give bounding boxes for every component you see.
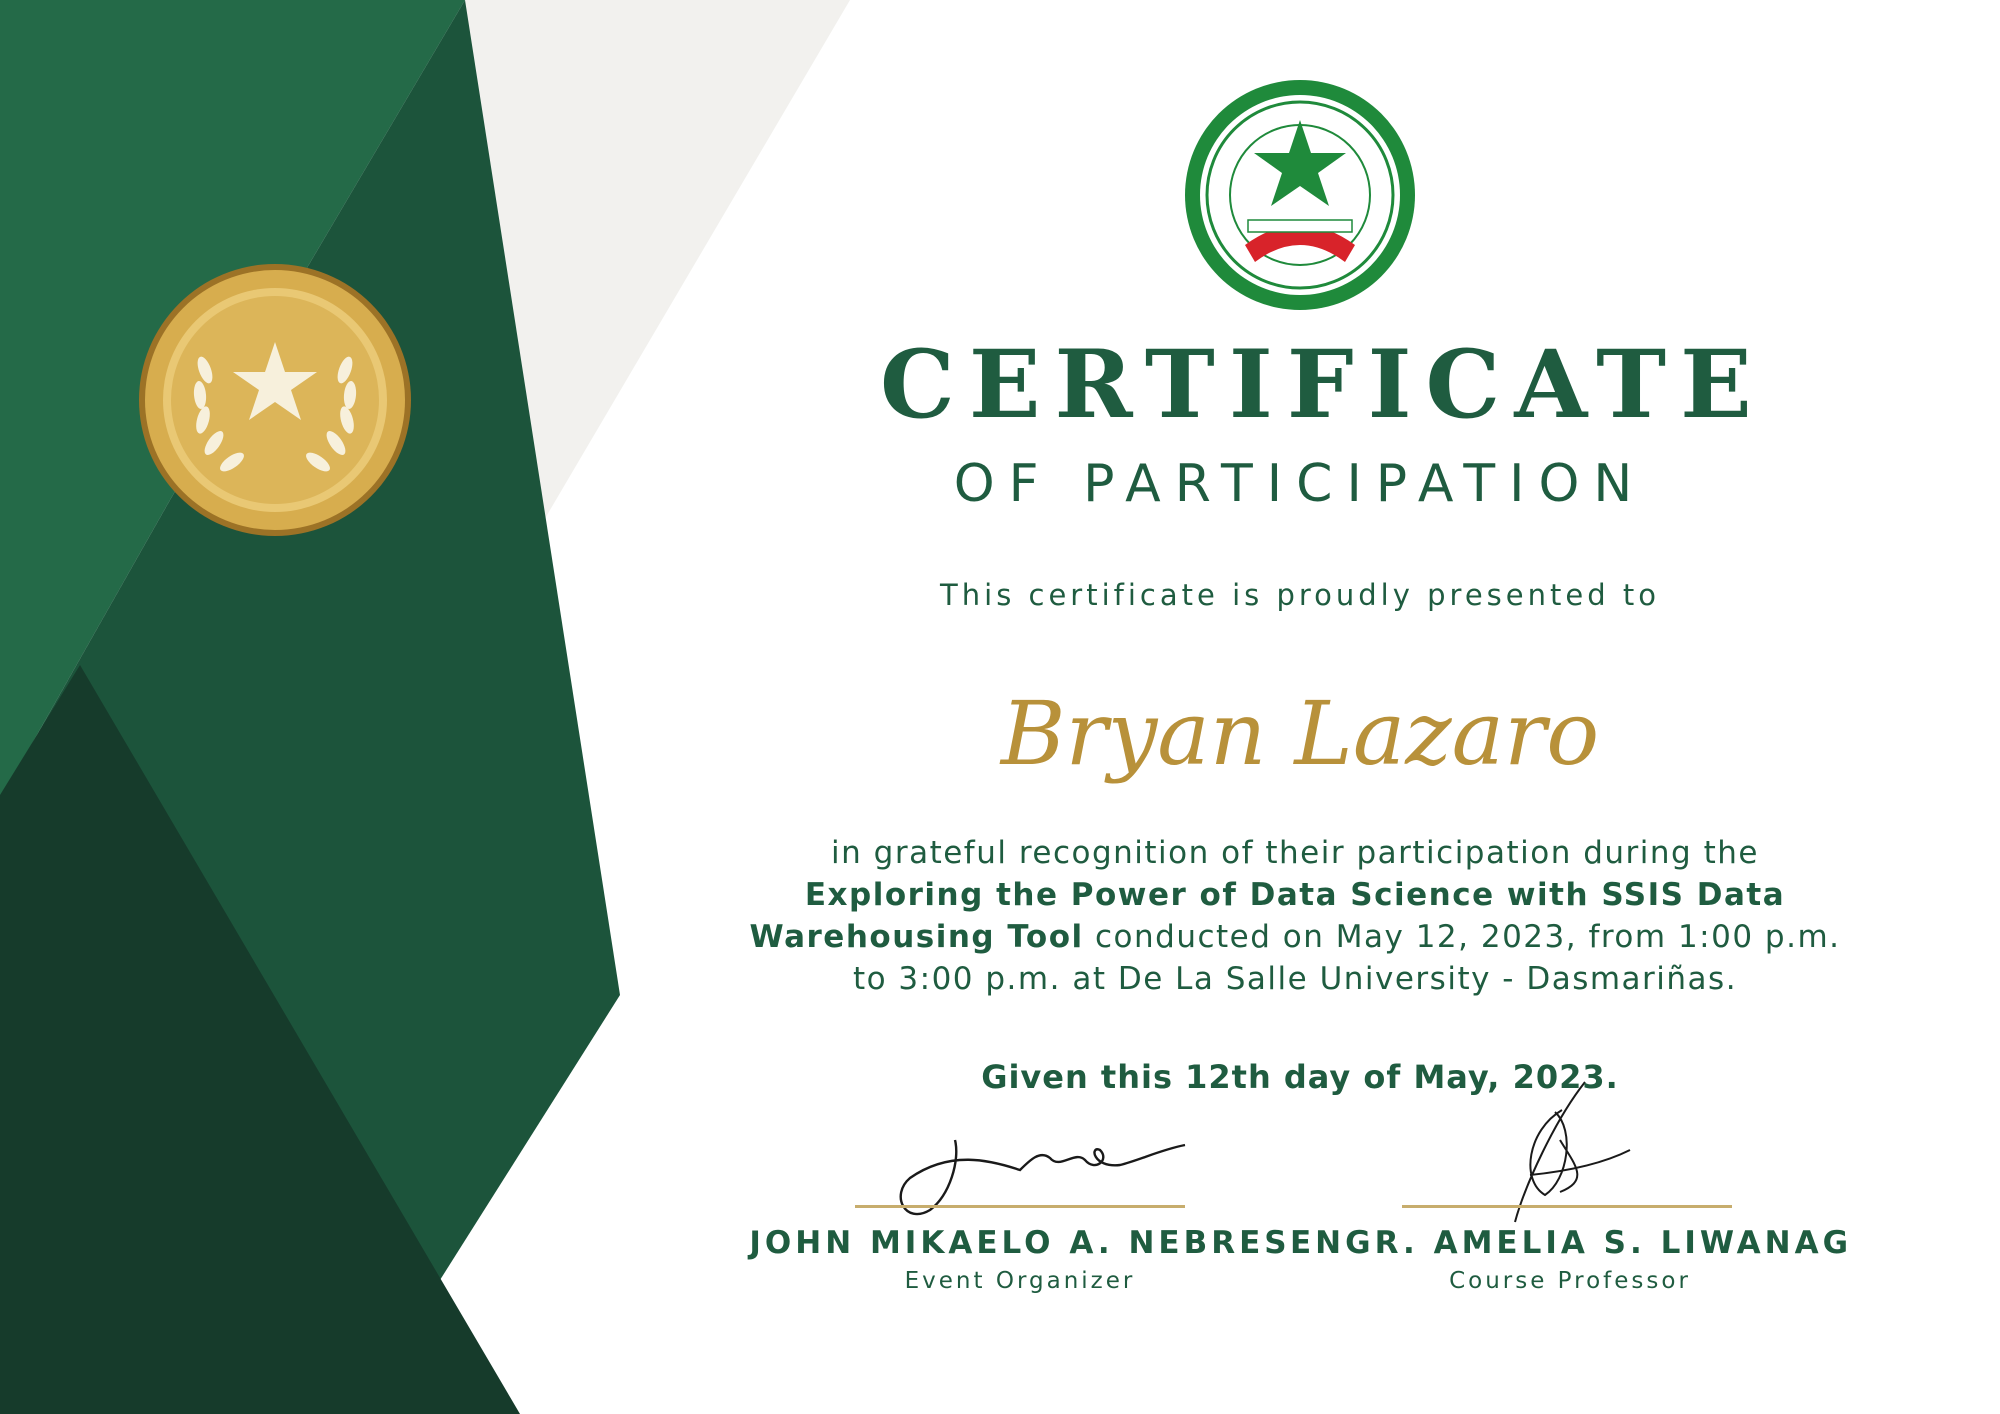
recipient-name: Bryan Lazaro: [1000, 682, 1600, 785]
signature-organizer: [901, 1140, 1185, 1214]
recognition-paragraph: [730, 832, 1860, 1000]
certificate-title: CERTIFICATE: [880, 330, 1766, 440]
event-name: Exploring the Power of Data Science with SSIS Data Warehousing Tool: [749, 877, 1786, 955]
signature-line-professor: [1402, 1205, 1732, 1208]
signatory-name-organizer: JOHN MIKAELO A. NEBRES: [749, 1225, 1291, 1261]
signatory-role-professor: Course Professor: [1449, 1268, 1691, 1294]
signature-professor: [1515, 1082, 1630, 1222]
presented-text: This certificate is proudly presented to: [940, 578, 1660, 612]
recognition-intro: in grateful recognition of their participation during the: [831, 835, 1759, 871]
signatory-name-professor: ENGR. AMELIA S. LIWANAG: [1290, 1225, 1853, 1261]
certificate-subtitle: OF PARTICIPATION: [953, 454, 1647, 514]
signatory-role-organizer: Event Organizer: [904, 1268, 1136, 1294]
given-date: Given this 12th day of May, 2023.: [981, 1058, 1619, 1096]
university-seal-icon: [1185, 80, 1415, 310]
signature-line-organizer: [855, 1205, 1185, 1208]
event-details: conducted on May 12, 2023, from 1:00 p.m. to 3:00 p.m. at De La Salle University - Dasmariñas.: [852, 919, 1841, 997]
gold-medal-icon: [139, 264, 411, 536]
